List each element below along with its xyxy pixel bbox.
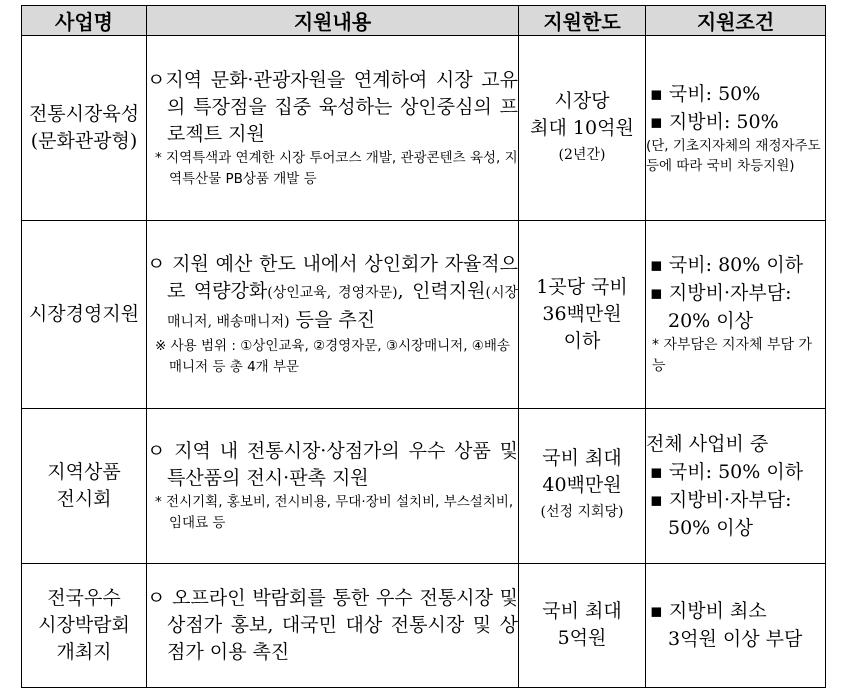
content-note: * 전시기획, 홍보비, 전시비용, 무대·장비 설치비, 부스설치비, 임대료 등: [155, 493, 514, 531]
condition-item: ▪ 지방비·자부담:: [650, 488, 792, 511]
condition-item: ▪ 지방비: 50%: [650, 111, 779, 134]
bullet-marker: ㅇ: [147, 439, 166, 462]
program-name-line: 전통시장육성: [28, 103, 140, 126]
program-name-line: 시장박람회: [38, 613, 130, 636]
condition-sub-value: 3억원 이상 부담: [668, 628, 803, 651]
condition-item: ▪ 국비: 50% 이하: [650, 460, 804, 483]
content-main-text: 지역 내 전통시장·상점가의 우수 상품 및 특산품의 전시·판촉 지원: [167, 439, 518, 489]
header-support-conditions: 지원조건: [646, 6, 826, 36]
support-content-cell: [147, 221, 519, 408]
condition-sub-value: 20% 이상: [668, 310, 753, 333]
program-name-cell: [22, 36, 147, 221]
limit-line: 40백만원: [542, 474, 622, 497]
content-main-text: 지원 예산 한도 내에서 상인회가 자율적으로 역량강화: [167, 252, 519, 302]
support-programs-table: [21, 5, 826, 688]
limit-note: (선정 지회당): [540, 504, 624, 521]
condition-note: * 자부담은 지자체 부담 가능: [652, 337, 813, 375]
header-support-content: 지원내용: [147, 6, 519, 36]
table-row: [22, 563, 826, 687]
support-limit-cell: [519, 408, 646, 563]
support-limit-cell: [519, 563, 646, 687]
program-name-line: 시장경영지원: [28, 302, 140, 325]
support-conditions-cell: [646, 408, 826, 563]
limit-line: 1곳당 국비: [536, 275, 628, 298]
limit-note: (2년간): [558, 146, 606, 163]
limit-line: 최대 10억원: [530, 116, 634, 139]
limit-line: 국비 최대: [542, 447, 622, 470]
header-row: [22, 6, 826, 36]
limit-line: 이하: [563, 329, 601, 352]
support-content-cell: [147, 563, 519, 687]
support-content-cell: [147, 36, 519, 221]
content-note: ※ 사용 범위 : ①상인교육, ②경영자문, ③시장매니저, ④배송매니저 등 총 4개 부문: [155, 337, 510, 375]
bullet-marker: ㅇ: [147, 586, 166, 609]
bullet-marker: ㅇ: [147, 252, 166, 275]
limit-line: 36백만원: [542, 302, 622, 325]
limit-line: 5억원: [557, 627, 607, 650]
program-name-line: 전국우수: [47, 586, 121, 609]
content-inline-detail: (시장매니저, 배송매니저): [167, 284, 519, 330]
condition-lead: 전체 사업비 중: [646, 432, 769, 455]
condition-item: ▪ 국비: 50%: [650, 83, 761, 106]
content-inline-detail: (상인교육, 경영자문): [267, 284, 398, 301]
content-main-text: 등을 추진: [289, 308, 376, 331]
table-row: [22, 221, 826, 408]
content-main-text: , 인력지원: [397, 279, 486, 302]
content-main-text: 지역 문화·관광자원을 연계하여 시장 고유의 특장점을 집중 육성하는 상인중심의 프로젝트 지원: [165, 68, 518, 145]
condition-item: ▪ 국비: 80% 이하: [650, 254, 804, 277]
bullet-marker: ㅇ: [147, 68, 166, 91]
program-name-line: 지역상품: [47, 460, 121, 483]
program-name-cell: [22, 408, 147, 563]
condition-item: ▪ 지방비·자부담:: [650, 282, 792, 305]
table-row: [22, 36, 826, 221]
support-conditions-cell: [646, 221, 826, 408]
content-main-text: 오프라인 박람회를 통한 우수 전통시장 및 상점가 홍보, 대국민 대상 전통시장 및 상점가 이용 촉진: [167, 586, 519, 663]
support-limit-cell: [519, 221, 646, 408]
condition-sub-value: 50% 이상: [668, 516, 753, 539]
program-name-line: (문화관광형): [30, 130, 138, 153]
limit-line: 시장당: [554, 89, 610, 112]
support-conditions-cell: [646, 563, 826, 687]
program-name-cell: [22, 221, 147, 408]
support-limit-cell: [519, 36, 646, 221]
condition-item: ▪ 지방비 최소: [650, 600, 767, 623]
limit-line: 국비 최대: [542, 600, 622, 623]
program-name-line: 전시회: [56, 487, 112, 510]
program-name-line: 개최지: [56, 640, 112, 663]
support-conditions-cell: [646, 36, 826, 221]
program-name-cell: [22, 563, 147, 687]
content-note: * 지역특색과 연계한 시장 투어코스 개발, 관광콘텐츠 육성, 지역특산물 PB상품 개발 등: [155, 149, 518, 187]
condition-note: (단, 기초지자체의 재정자주도 등에 따라 국비 차등지원): [646, 138, 821, 175]
table-row: [22, 408, 826, 563]
header-program-name: 사업명: [22, 6, 147, 36]
header-support-limit: 지원한도: [519, 6, 646, 36]
support-content-cell: [147, 408, 519, 563]
